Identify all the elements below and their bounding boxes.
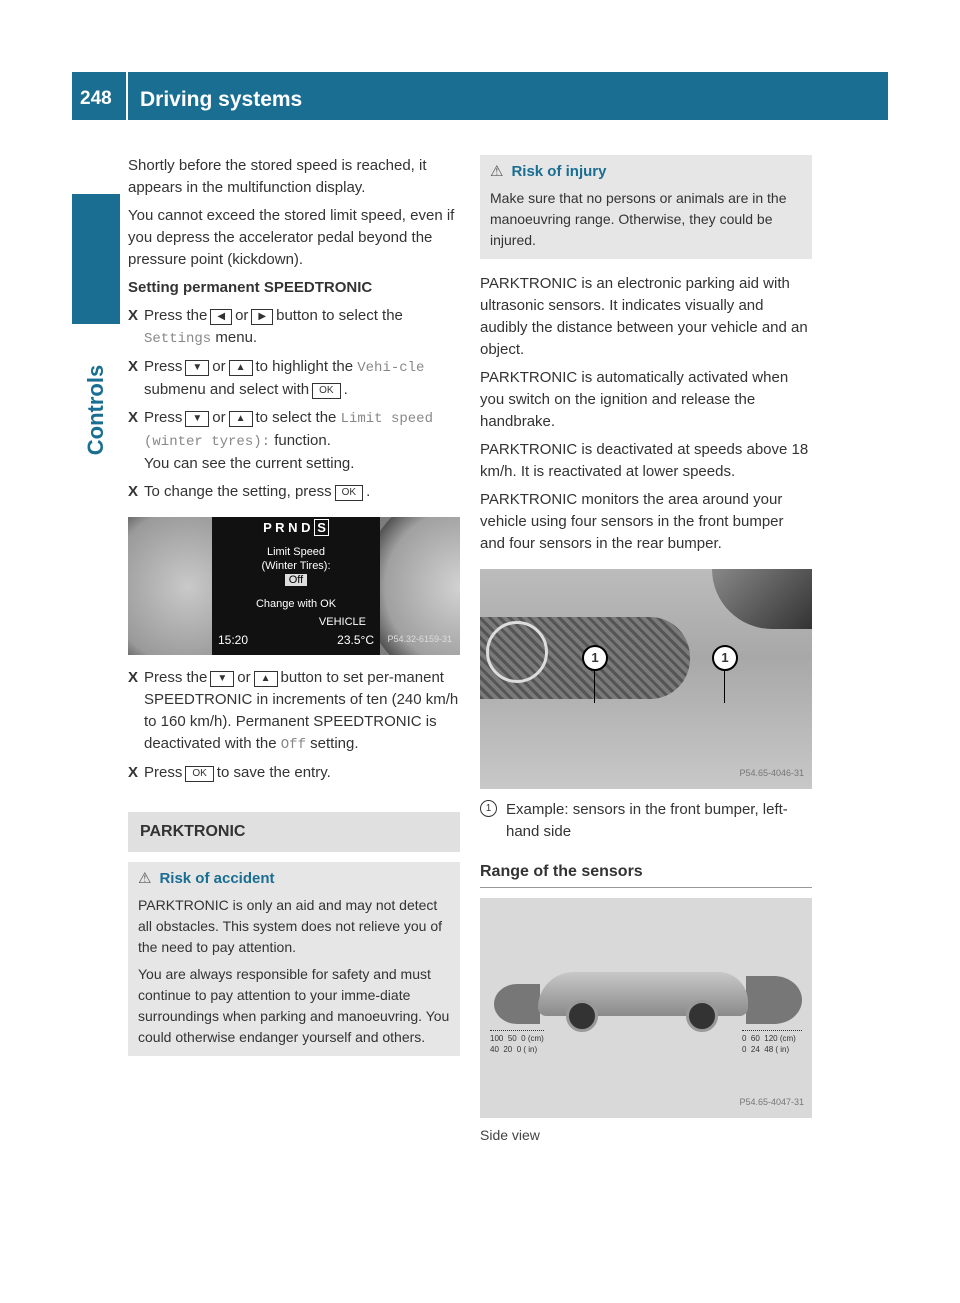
wheel-rear-icon — [686, 1000, 718, 1032]
step-arrow-icon: X — [128, 358, 139, 375]
step-arrow-icon: X — [128, 409, 139, 426]
right-key-icon: ▶ — [251, 309, 273, 325]
figure-code: P54.65-4046-31 — [739, 768, 804, 778]
display-temp: 23.5°C — [337, 633, 374, 647]
down-key-icon: ▼ — [210, 671, 234, 687]
step-arrow-icon: X — [128, 307, 139, 324]
step-3: X Press ▼ or ▲ to select the Limit speed (winter tyres): function. You can see the current setting. — [128, 409, 433, 472]
figure-code: P54.65-4047-31 — [739, 1097, 804, 1107]
front-scale: 100 50 0 (cm) 40 20 0 ( in) — [490, 1030, 544, 1055]
left-key-icon: ◀ — [210, 309, 232, 325]
star-logo-icon — [486, 621, 548, 683]
step-4: X To change the setting, press OK . — [128, 481, 460, 503]
warning-paragraph-2: You are always responsible for safety and must continue to pay attention to your imme‐diate surroundings when parking and manoeuvring. You could otherwise endanger yourself and others. — [138, 966, 450, 1045]
warning-box-accident — [128, 862, 460, 1056]
side-color-block — [72, 194, 120, 324]
display-line-1: Limit Speed — [266, 546, 326, 558]
subheading: Range of the sensors — [480, 861, 812, 888]
side-tab-label: Controls — [83, 364, 108, 456]
step-2: X Press ▼ or ▲ to highlight the Vehi‐cle submenu and select with OK . — [128, 358, 425, 398]
warning-box-injury — [480, 155, 812, 259]
gear-indicator: P R N D — [263, 520, 311, 535]
display-menu: VEHICLE — [318, 616, 366, 628]
sensor-range-figure — [480, 898, 812, 1118]
intro-paragraph-2: You cannot exceed the stored limit speed, even if you depress the accelerator pedal beyond the pressure point (kickdown). — [128, 207, 455, 268]
rear-range-zone — [746, 976, 802, 1024]
instrument-cluster-figure — [128, 517, 460, 655]
paragraph-3: PARKTRONIC is deactivated at speeds above 18 km/h. It is reactivated at lower speeds. — [480, 441, 809, 480]
ok-key-icon: OK — [335, 485, 363, 501]
warning-triangle-icon: ⚠ — [490, 163, 504, 180]
step-arrow-icon: X — [128, 669, 139, 686]
wheel-front-icon — [566, 1000, 598, 1032]
multifunction-display — [212, 517, 380, 655]
header-separator — [126, 72, 128, 120]
display-time: 15:20 — [218, 633, 249, 647]
legend-number-icon: 1 — [480, 800, 497, 817]
step-5: X Press the ▼ or ▲ button to set per‐manent SPEEDTRONIC in increments of ten (240 km/h to 160 km/h). Permanent SPEEDTRONIC is deactivated with the Off setting. — [128, 669, 459, 753]
step-arrow-icon: X — [128, 483, 139, 500]
up-key-icon: ▲ — [254, 671, 278, 687]
front-range-zone — [494, 984, 540, 1024]
callout-line — [724, 669, 725, 703]
setting-heading: Setting permanent SPEEDTRONIC — [128, 279, 373, 296]
section-title: PARKTRONIC — [128, 812, 460, 852]
warning-paragraph-1: PARKTRONIC is only an aid and may not detect all obstacles. This system does not relieve you of the need to pay attention. — [138, 897, 443, 955]
figure-code: P54.32-6159-31 — [387, 634, 452, 644]
paragraph-2: PARKTRONIC is automatically activated when you switch on the ignition and release the handbrake. — [480, 369, 789, 430]
step-1: X Press the ◀ or ▶ button to select the Settings menu. — [128, 307, 403, 347]
paragraph-4: PARKTRONIC monitors the area around your vehicle using four sensors in the front bumper and four sensors in the rear bumper. — [480, 491, 784, 552]
callout-line — [594, 669, 595, 703]
rear-scale: 0 60 120 (cm) 0 24 48 ( in) — [742, 1030, 802, 1055]
paragraph-1: PARKTRONIC is an electronic parking aid with ultrasonic sensors. It indicates visually and audibly the distance between your vehicle and an object. — [480, 275, 808, 358]
warning-triangle-icon: ⚠ — [138, 870, 152, 887]
down-key-icon: ▼ — [185, 411, 209, 427]
sensor-callout-2: 1 — [712, 645, 738, 671]
display-value: Off — [285, 574, 307, 586]
right-column — [480, 155, 812, 1146]
display-line-2: (Winter Tires): — [261, 560, 331, 572]
figure-caption: Side view — [480, 1127, 540, 1143]
headlight — [712, 569, 812, 629]
up-key-icon: ▲ — [229, 411, 253, 427]
chapter-title: Driving systems — [140, 88, 303, 111]
side-tab — [72, 330, 120, 490]
ok-key-icon: OK — [185, 766, 213, 782]
legend-text: Example: sensors in the front bumper, left-hand side — [506, 801, 788, 840]
intro-paragraph-1: Shortly before the stored speed is reached, it appears in the multifunction display. — [128, 157, 427, 196]
figure-legend — [480, 799, 812, 843]
warning-title: Risk of accident — [159, 870, 275, 887]
ok-key-icon: OK — [312, 383, 340, 399]
step-arrow-icon: X — [128, 764, 139, 781]
front-bumper-figure — [480, 569, 812, 789]
sensor-callout-1: 1 — [582, 645, 608, 671]
up-key-icon: ▲ — [229, 360, 253, 376]
display-line-3: Change with OK — [255, 598, 337, 610]
mode-indicator: S — [314, 519, 329, 536]
step-6: X Press OK to save the entry. — [128, 762, 460, 784]
down-key-icon: ▼ — [185, 360, 209, 376]
warning-title: Risk of injury — [511, 163, 607, 180]
page-number: 248 — [80, 88, 112, 109]
warning-paragraph: Make sure that no persons or animals are in the manoeuvring range. Otherwise, they could be injured. — [490, 190, 787, 248]
left-column — [128, 155, 460, 1070]
